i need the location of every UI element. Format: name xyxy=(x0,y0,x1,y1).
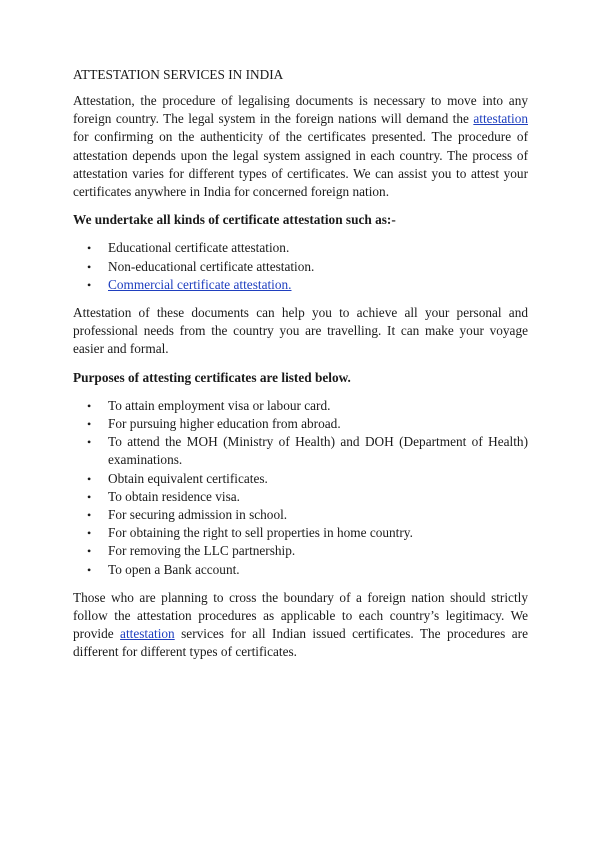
benefits-paragraph: Attestation of these documents can help you to achieve all your personal and professional needs from the country you are travelling. It can make your voyage easier and formal. xyxy=(73,305,528,357)
purposes-list xyxy=(73,397,528,579)
list-item xyxy=(73,258,528,276)
list-item xyxy=(73,506,528,524)
list-item-text: For securing admission in school. xyxy=(108,507,288,523)
kinds-heading: We undertake all kinds of certificate attestation such as:- xyxy=(73,212,396,228)
list-item-text: For obtaining the right to sell properties in home country. xyxy=(108,525,413,541)
list-item-text: Obtain equivalent certificates. xyxy=(108,470,268,486)
kinds-list xyxy=(73,239,528,294)
list-item xyxy=(73,397,528,415)
intro-text-before-link: Attestation, the procedure of legalising documents is necessary to move into any foreign country. The legal system in the foreign nations will demand the xyxy=(73,93,528,127)
closing-paragraph xyxy=(73,589,528,662)
commercial-attestation-link[interactable]: Commercial certificate attestation. xyxy=(108,276,292,292)
bullet-icon: • xyxy=(87,544,92,559)
list-item-text: To attend the MOH (Ministry of Health) and DOH (Department of Health) examinations. xyxy=(108,434,528,468)
list-item xyxy=(73,433,528,469)
bullet-icon: • xyxy=(87,489,92,504)
list-item xyxy=(73,470,528,488)
bullet-icon: • xyxy=(87,508,92,523)
bullet-icon: • xyxy=(87,259,92,274)
attestation-link-closing[interactable]: attestation xyxy=(120,626,175,642)
closing-text-after-link: services for all Indian issued certificates. The procedures are different for different types of certificates. xyxy=(73,626,528,660)
closing-text-before-link: Those who are planning to cross the boundary of a foreign nation should strictly follow the attestation procedures as applicable to each country’s legitimacy. We provide xyxy=(73,589,528,642)
bullet-icon: • xyxy=(87,417,92,432)
list-item xyxy=(73,239,528,257)
list-item xyxy=(73,276,528,294)
list-item-text: Educational certificate attestation. xyxy=(108,240,290,256)
document-page xyxy=(73,66,528,672)
intro-text-after-link: for confirming on the authenticity of the certificates presented. The procedure of attestation depends upon the legal system assigned in each country. The process of attestation varies for different types of certificates. We can assist you to attest your certificates anywhere in India for concerned foreign nation. xyxy=(73,129,528,200)
list-item-text: To attain employment visa or labour card. xyxy=(108,397,331,413)
list-item xyxy=(73,488,528,506)
bullet-icon: • xyxy=(87,562,92,577)
list-item xyxy=(73,524,528,542)
list-item xyxy=(73,542,528,560)
bullet-icon: • xyxy=(87,241,92,256)
bullet-icon: • xyxy=(87,398,92,413)
intro-paragraph xyxy=(73,92,528,201)
bullet-icon: • xyxy=(87,471,92,486)
bullet-icon: • xyxy=(87,435,92,450)
list-item-text: Non-educational certificate attestation. xyxy=(108,258,315,274)
list-item-text: To open a Bank account. xyxy=(108,561,240,577)
list-item xyxy=(73,561,528,579)
bullet-icon: • xyxy=(87,526,92,541)
attestation-link-intro[interactable]: attestation xyxy=(473,111,528,127)
bullet-icon: • xyxy=(87,277,92,292)
document-title: ATTESTATION SERVICES IN INDIA xyxy=(73,67,284,82)
list-item xyxy=(73,415,528,433)
purposes-heading: Purposes of attesting certificates are listed below. xyxy=(73,369,351,385)
list-item-text: For removing the LLC partnership. xyxy=(108,543,296,559)
list-item-text: For pursuing higher education from abroad. xyxy=(108,416,341,432)
list-item-text: To obtain residence visa. xyxy=(108,488,240,504)
